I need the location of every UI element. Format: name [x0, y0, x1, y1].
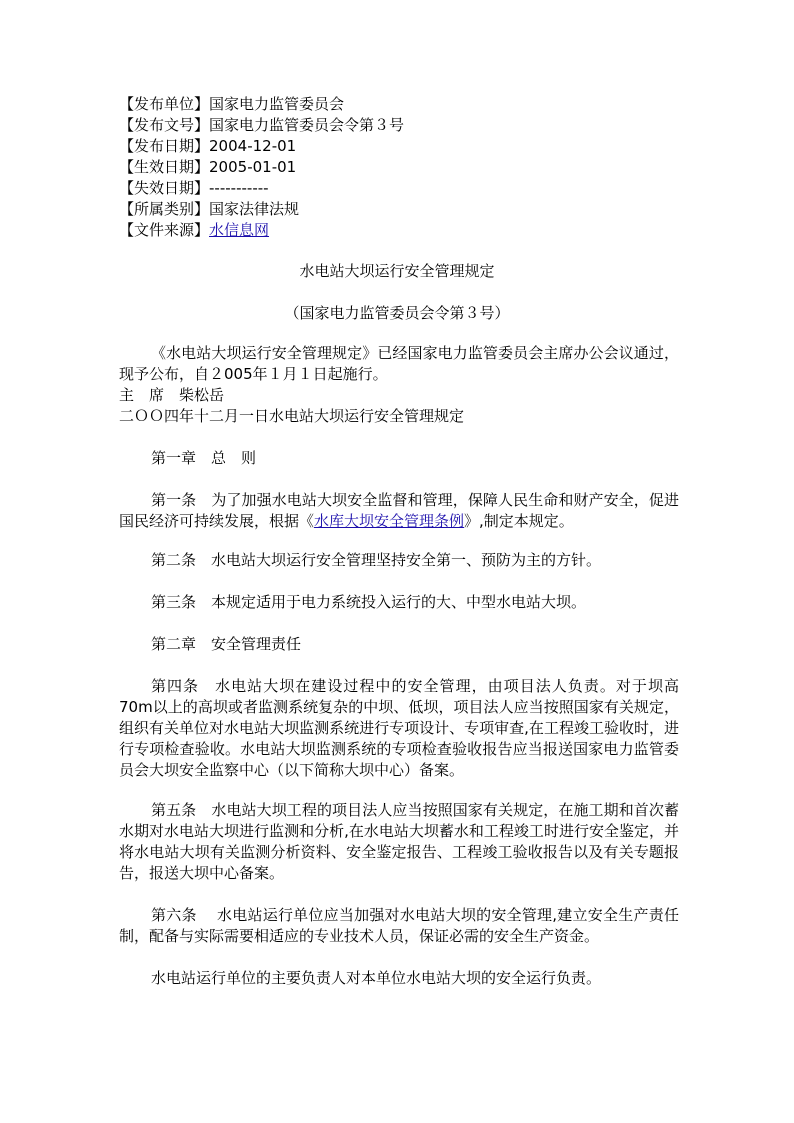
article-1	[119, 490, 679, 532]
meta-row-issue-date	[119, 136, 679, 157]
chairman-line: 主 席 柴松岳	[119, 386, 225, 404]
meta-row-category	[119, 199, 679, 220]
meta-key: 【发布单位】	[119, 95, 210, 113]
meta-row-issuer	[119, 94, 679, 115]
meta-key: 【失效日期】	[119, 179, 210, 197]
meta-key: 【发布日期】	[119, 137, 210, 155]
meta-row-effective-date	[119, 157, 679, 178]
article-3: 第三条 本规定适用于电力系统投入运行的大、中型水电站大坝。	[151, 593, 587, 611]
regulation-link[interactable]: 水库大坝安全管理条例	[314, 512, 465, 530]
meta-key: 【生效日期】	[119, 158, 210, 176]
article-1-text-before: 第一条 为了加强水电站大坝安全监督和管理，保障人民生命和财产安全，促进国民经济可持续发展，根据《	[119, 491, 679, 530]
article-6-paragraph-2: 水电站运行单位的主要负责人对本单位水电站大坝的安全运行负责。	[151, 969, 602, 987]
article-2: 第二条 水电站大坝运行安全管理坚持安全第一、预防为主的方针。	[151, 551, 602, 569]
meta-row-expiry-date	[119, 178, 679, 199]
document-metadata	[119, 94, 679, 241]
chapter-1-heading: 第一章 总 则	[151, 449, 257, 467]
meta-key: 【所属类别】	[119, 200, 210, 218]
article-6: 第六条 水电站运行单位应当加强对水电站大坝的安全管理,建立安全生产责任制，配备与实际需要相适应的专业技术人员，保证必需的安全生产资金。	[119, 906, 679, 945]
meta-value: 2004-12-01	[209, 137, 297, 155]
article-5: 第五条 水电站大坝工程的项目法人应当按照国家有关规定，在施工期和首次蓄水期对水电站大坝进行监测和分析,在水电站大坝蓄水和工程竣工时进行安全鉴定，并将水电站大坝有关监测分析资料、安全鉴定报告、工程竣工验收报告以及有关专题报告，报送大坝中心备案。	[119, 801, 679, 882]
document-title: 水电站大坝运行安全管理规定	[299, 262, 495, 280]
meta-value: 国家法律法规	[209, 200, 300, 218]
meta-value: 国家电力监管委员会令第３号	[209, 116, 405, 134]
date-line: 二ＯＯ四年十二月一日水电站大坝运行安全管理规定	[119, 407, 465, 425]
meta-key: 【文件来源】	[119, 221, 210, 239]
article-1-text-after: 》,制定本规定。	[464, 512, 574, 530]
meta-value: -----------	[209, 179, 269, 197]
article-4: 第四条 水电站大坝在建设过程中的安全管理，由项目法人负责。对于坝高70m以上的高坝或者监测系统复杂的中坝、低坝，项目法人应当按照国家有关规定，组织有关单位对水电站大坝监测系统进行专项设计、专项审查,在工程竣工验收时，进行专项检查验收。水电站大坝监测系统的专项检查验收报告应当报送国家电力监管委员会大坝安全监察中心（以下简称大坝中心）备案。	[119, 677, 679, 779]
source-link[interactable]: 水信息网	[209, 221, 270, 239]
meta-value: 2005-01-01	[209, 158, 297, 176]
meta-value: 国家电力监管委员会	[209, 95, 345, 113]
intro-paragraph: 《水电站大坝运行安全管理规定》已经国家电力监管委员会主席办公会议通过，现予公布，自２005年１月１日起施行。	[119, 344, 679, 383]
meta-row-doc-number	[119, 115, 679, 136]
document-subtitle: （国家电力监管委员会令第３号）	[284, 304, 510, 322]
chapter-2-heading: 第二章 安全管理责任	[151, 635, 302, 653]
meta-key: 【发布文号】	[119, 116, 210, 134]
meta-row-source	[119, 220, 679, 241]
